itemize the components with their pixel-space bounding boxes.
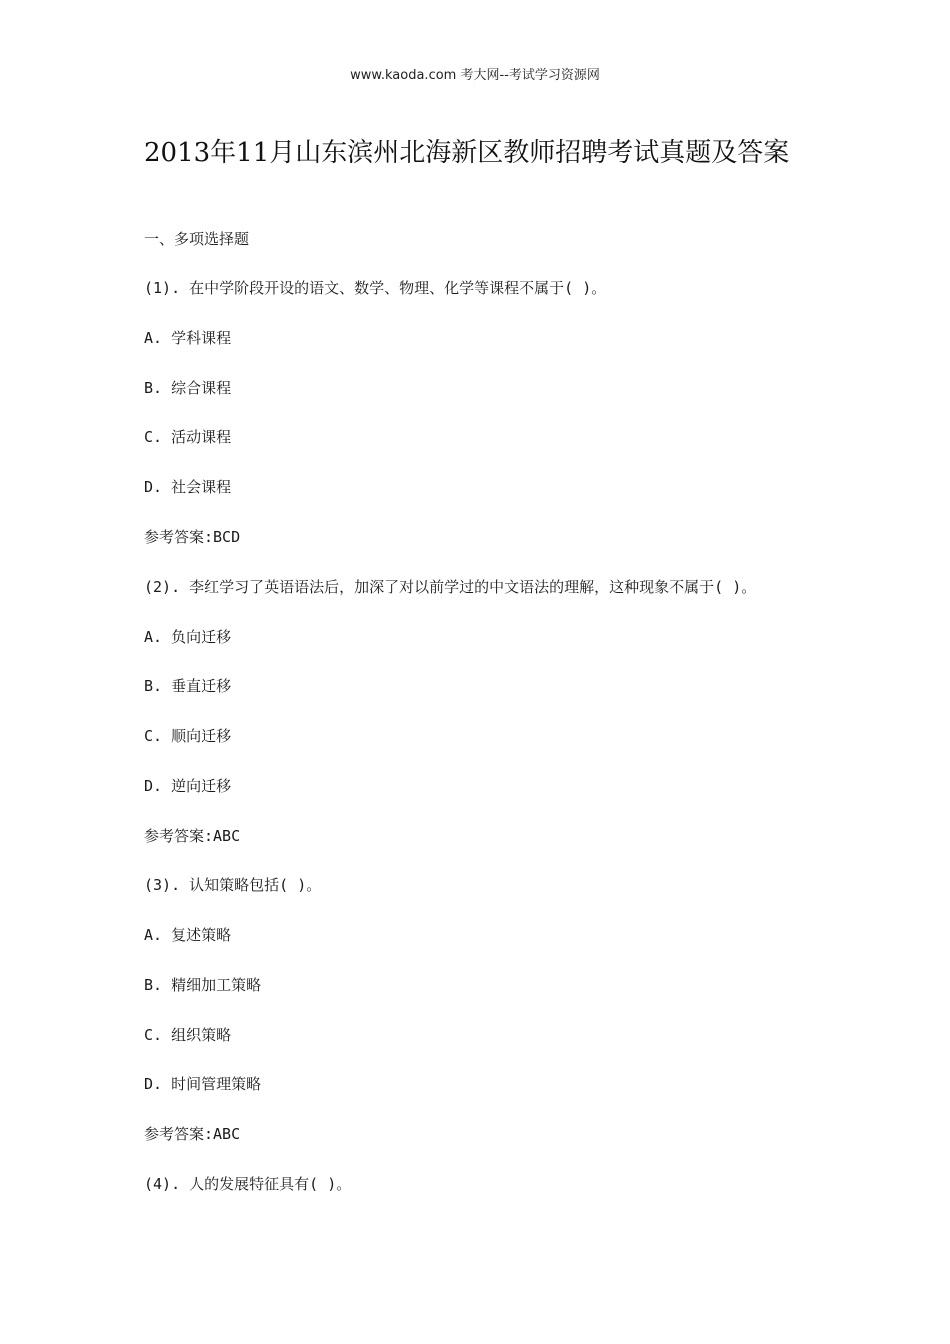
- question-1-option-c: C. 活动课程: [144, 428, 232, 446]
- question-2-answer: 参考答案:ABC: [144, 827, 241, 845]
- question-1-answer: 参考答案:BCD: [144, 528, 241, 546]
- question-2-option-c: C. 顺向迁移: [144, 727, 232, 745]
- section-heading: 一、多项选择题: [144, 230, 250, 248]
- question-3-option-c: C. 组织策略: [144, 1026, 232, 1044]
- question-3-stem: (3). 认知策略包括( )。: [144, 876, 322, 894]
- question-3-option-b: B. 精细加工策略: [144, 976, 262, 994]
- question-4-stem: (4). 人的发展特征具有( )。: [144, 1175, 352, 1193]
- question-3-option-a: A. 复述策略: [144, 926, 232, 944]
- question-1-option-b: B. 综合课程: [144, 379, 232, 397]
- question-1-stem: (1). 在中学阶段开设的语文、数学、物理、化学等课程不属于( )。: [144, 279, 607, 297]
- question-3-answer: 参考答案:ABC: [144, 1125, 241, 1143]
- question-2-option-b: B. 垂直迁移: [144, 677, 232, 695]
- question-3-option-d: D. 时间管理策略: [144, 1075, 262, 1093]
- question-2-option-d: D. 逆向迁移: [144, 777, 232, 795]
- site-header: www.kaoda.com 考大网--考试学习资源网: [350, 68, 600, 83]
- document-title: 2013年11月山东滨州北海新区教师招聘考试真题及答案: [144, 138, 790, 168]
- question-2-option-a: A. 负向迁移: [144, 628, 232, 646]
- question-1-option-a: A. 学科课程: [144, 329, 232, 347]
- question-1-option-d: D. 社会课程: [144, 478, 232, 496]
- question-2-stem: (2). 李红学习了英语语法后，加深了对以前学过的中文语法的理解，这种现象不属于( )。: [144, 578, 757, 596]
